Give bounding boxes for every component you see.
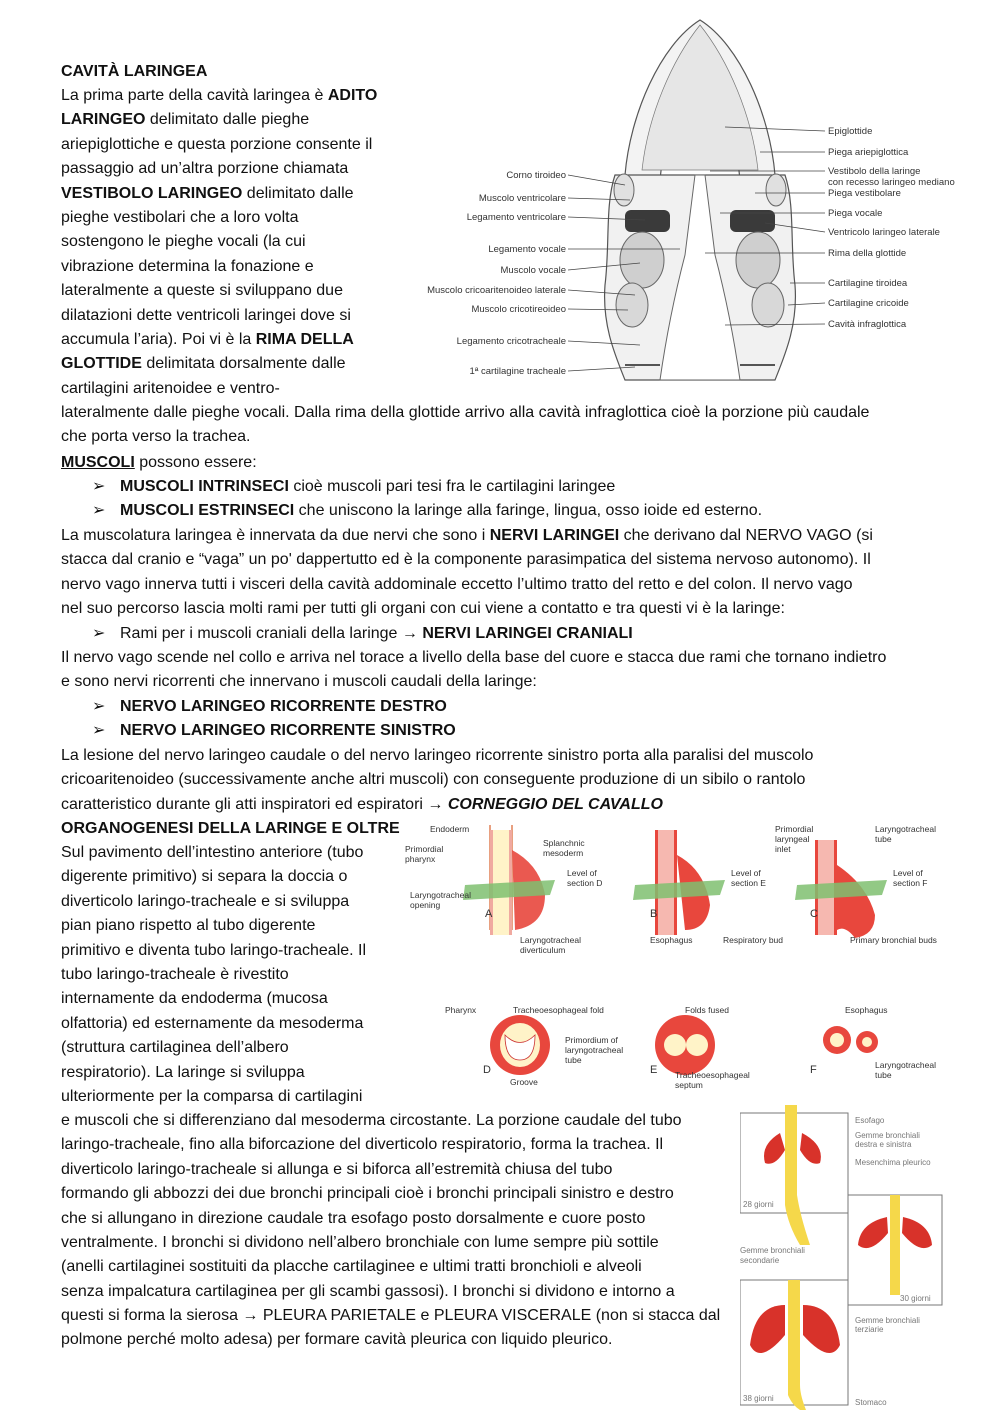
label-piega-ariepiglottica: Piega ariepiglottica — [828, 147, 909, 158]
svg-text:laryngotracheal: laryngotracheal — [565, 1045, 624, 1055]
organogenesi-line: formando gli abbozzi dei due bronchi principali cioè i bronchi principali sinistro e destro — [61, 1185, 674, 1203]
svg-text:B: B — [650, 908, 658, 920]
svg-text:Mesenchima pleurico: Mesenchima pleurico — [855, 1158, 931, 1167]
svg-text:section D: section D — [567, 878, 603, 888]
muscoli-intro: possono essere: — [134, 454, 257, 471]
svg-text:Tracheoesophageal fold: Tracheoesophageal fold — [513, 1005, 604, 1015]
svg-text:Gemme bronchiali: Gemme bronchiali — [855, 1131, 920, 1140]
label-epiglottide: Epiglottide — [828, 126, 873, 137]
svg-text:Primordial: Primordial — [775, 824, 814, 834]
organogenesi-line: senza impalcatura cartilaginea per gli scambi gassosi). I bronchi si dividono e intorno a — [61, 1282, 675, 1300]
bullet-arrow-icon: ➢ — [92, 502, 106, 520]
svg-text:28 giorni: 28 giorni — [743, 1200, 774, 1209]
organogenesi-line: olfattoria) ed esternamente da mesoderma — [61, 1014, 364, 1032]
intro-line: passaggio ad un’altra porzione chiamata — [61, 160, 349, 178]
organogenesi-line: pian piano rispetto al tubo digerente — [61, 917, 316, 935]
lesione-line: cricoaritenoideo (successivamente anche altri muscoli) con conseguente produzione di un sibilo o rantolo — [61, 771, 806, 789]
svg-text:Folds fused: Folds fused — [685, 1005, 729, 1015]
svg-text:Gemme bronchiali: Gemme bronchiali — [855, 1316, 920, 1325]
intro-line: cartilagini aritenoidee e ventro- — [61, 379, 280, 397]
intro-line: lateralmente a queste si sviluppano due — [61, 282, 343, 300]
label-recesso: con recesso laringeo mediano — [828, 177, 955, 188]
stage-d — [445, 1005, 623, 1087]
svg-text:Tracheoesophageal: Tracheoesophageal — [675, 1070, 750, 1080]
svg-text:Laryngotracheal: Laryngotracheal — [410, 890, 471, 900]
nervi-line: nervo vago innerva tutti i visceri della cavità addominale eccetto l’ultimo tratto del retto e del colon. Il nervo vago — [61, 575, 853, 593]
continuation-line: che porta verso la trachea. — [61, 428, 251, 446]
label-cartilagine-cricoide: Cartilagine cricoide — [828, 298, 909, 309]
vago-line: e sono nervi ricorrenti che innervano i muscoli caudali della laringe: — [61, 673, 537, 691]
stage-b — [633, 830, 783, 945]
laryngotracheal-development-figure — [405, 810, 965, 1090]
last-line: polmone perché molto adesa) per formare cavità pleurica con liquido pleurico. — [61, 1331, 613, 1348]
svg-text:Primordium of: Primordium of — [565, 1035, 618, 1045]
label-legamento-vocale: Legamento vocale — [488, 244, 566, 255]
organogenesi-line: ulteriormente per la comparsa di cartilagini — [61, 1088, 363, 1105]
svg-text:opening: opening — [410, 900, 441, 910]
intro-line: accumula l’aria). Poi vi è la RIMA DELLA — [61, 331, 354, 348]
svg-text:destra e sinistra: destra e sinistra — [855, 1140, 912, 1149]
larynx-section-figure — [410, 5, 970, 390]
svg-text:section F: section F — [893, 878, 928, 888]
svg-text:38 giorni: 38 giorni — [743, 1394, 774, 1403]
label-piega-vestibolare: Piega vestibolare — [828, 188, 901, 199]
svg-text:Level of: Level of — [893, 868, 923, 878]
svg-text:Splanchnic: Splanchnic — [543, 838, 585, 848]
intro-line: ariepiglottiche e questa porzione consente il — [61, 135, 373, 153]
vago-line: Il nervo vago scende nel collo e arriva nel torace a livello della base del cuore e stacca due rami che tornano indietro — [61, 649, 887, 666]
intro-line: LARINGEO delimitato dalle pieghe — [61, 111, 310, 129]
svg-text:inlet: inlet — [775, 844, 791, 854]
label-muscolo-ventricolare: Muscolo ventricolare — [478, 193, 566, 204]
svg-text:Laryngotracheal: Laryngotracheal — [875, 1060, 936, 1070]
bullet-arrow-icon: ➢ — [92, 698, 106, 715]
organogenesi-line: Sul pavimento dell’intestino anteriore (tubo — [61, 844, 364, 861]
intro-line: vibrazione determina la fonazione e — [61, 257, 314, 275]
pleura-line: questi si forma la sierosa → PLEURA PARIETALE e PLEURA VISCERALE (non si stacca dal — [61, 1307, 721, 1324]
svg-text:tube: tube — [875, 834, 892, 844]
label-prima-cartilagine: 1ª cartilagine tracheale — [469, 366, 566, 377]
svg-text:Groove: Groove — [510, 1077, 538, 1087]
svg-text:Esofago: Esofago — [855, 1116, 885, 1125]
label-corno-tiroideo: Corno tiroideo — [506, 170, 566, 181]
label-rima-glottide: Rima della glottide — [828, 248, 907, 259]
bronchial-buds-figure — [740, 1105, 990, 1415]
svg-text:tube: tube — [875, 1070, 892, 1080]
stage-e — [650, 1005, 750, 1090]
svg-text:Stomaco: Stomaco — [855, 1398, 887, 1407]
svg-text:Esophagus: Esophagus — [650, 935, 693, 945]
bullet-item: ➢ NERVO LARINGEO RICORRENTE DESTRO — [92, 695, 447, 719]
bullet-arrow-icon: ➢ — [92, 625, 106, 642]
nervi-line: La muscolatura laringea è innervata da due nervi che sono i NERVI LARINGEI che derivano dal NERVO VAGO (si — [61, 527, 873, 544]
intro-line: La prima parte della cavità laringea è ADITO — [61, 87, 378, 104]
svg-text:Esophagus: Esophagus — [845, 1005, 888, 1015]
label-cavita-infraglottica: Cavità infraglottica — [828, 319, 907, 330]
svg-text:Laryngotracheal: Laryngotracheal — [875, 824, 936, 834]
organogenesi-line: tubo laringo-tracheale è rivestito — [61, 966, 289, 983]
intro-line: GLOTTIDE delimitata dorsalmente dalle — [61, 355, 346, 373]
organogenesi-line: (anelli cartilaginei sostituiti da placche cartilaginee e ultimi tratti bronchioli e alveoli — [61, 1258, 642, 1276]
stage-a — [405, 824, 602, 955]
organogenesi-line: digerente primitivo) si separa la doccia o — [61, 868, 348, 886]
svg-text:A: A — [485, 908, 493, 920]
bullet-item: ➢ MUSCOLI INTRINSECI cioè muscoli pari tesi fra le cartilagini laringee — [92, 475, 615, 499]
muscoli-heading: MUSCOLI — [61, 454, 135, 471]
organogenesi-line: e muscoli che si differenziano dal mesoderma circostante. La porzione caudale del tubo — [61, 1112, 682, 1129]
svg-text:Primary bronchial buds: Primary bronchial buds — [850, 935, 937, 945]
intro-line: pieghe vestibolari che a loro volta — [61, 209, 299, 226]
label-legamento-ventricolare: Legamento ventricolare — [466, 212, 566, 223]
svg-text:septum: septum — [675, 1080, 703, 1090]
lesione-line: La lesione del nervo laringeo caudale o del nervo laringeo ricorrente sinistro porta alla paralisi del muscolo — [61, 747, 814, 764]
organogenesi-line: respiratorio). La laringe si sviluppa — [61, 1063, 305, 1081]
svg-text:Laryngotracheal: Laryngotracheal — [520, 935, 581, 945]
bullet-item: ➢ MUSCOLI ESTRINSECI che uniscono la laringe alla faringe, lingua, osso ioide ed esterno. — [92, 499, 762, 523]
svg-text:E: E — [650, 1064, 658, 1076]
bullet-item: ➢ NERVO LARINGEO RICORRENTE SINISTRO — [92, 719, 456, 743]
svg-text:laryngeal: laryngeal — [775, 834, 810, 844]
label-cartilagine-tiroidea: Cartilagine tiroidea — [828, 278, 908, 289]
svg-text:F: F — [810, 1064, 817, 1076]
svg-text:mesoderm: mesoderm — [543, 848, 584, 858]
corneggio-line: caratteristico durante gli atti inspiratori ed espiratori → CORNEGGIO DEL CAVALLO — [61, 796, 663, 813]
intro-line: sostengono le pieghe vocali (la cui — [61, 233, 306, 251]
stage-f — [810, 1005, 936, 1080]
svg-text:section E: section E — [731, 878, 766, 888]
muscoli-line — [61, 451, 257, 475]
intro-line: VESTIBOLO LARINGEO delimitato dalle — [61, 184, 354, 202]
svg-text:Level of: Level of — [731, 868, 761, 878]
svg-text:diverticulum: diverticulum — [520, 945, 566, 955]
svg-text:30 giorni: 30 giorni — [900, 1294, 931, 1303]
svg-text:secondarie: secondarie — [740, 1256, 780, 1265]
label-cricoaritenoideo: Muscolo cricoaritenoideo laterale — [427, 285, 566, 296]
continuation-line: lateralmente dalle pieghe vocali. Dalla rima della glottide arrivo alla cavità infraglottica cioè la porzione più caudale — [61, 404, 870, 421]
label-cricotireoideo: Muscolo cricotireoideo — [471, 304, 566, 315]
svg-text:Pharynx: Pharynx — [445, 1005, 477, 1015]
section-heading-organogenesi: ORGANOGENESI DELLA LARINGE E OLTRE — [61, 820, 400, 837]
nervi-line: nel suo percorso lascia molti rami per tutti gli organi con cui viene a contatto e tra questi vi è la laringe: — [61, 600, 785, 618]
label-ventricolo: Ventricolo laringeo laterale — [828, 227, 940, 238]
intro-line: dilatazioni dette ventricoli laringei dove si — [61, 306, 351, 324]
nervi-line: stacca dal cranio e “vaga” un po' dappertutto ed è la componente parasimpatica del sistema nervoso autonomo). Il — [61, 551, 871, 569]
bullet-arrow-icon: ➢ — [92, 478, 106, 495]
organogenesi-line: primitivo e diventa tubo laringo-tracheale. Il — [61, 941, 367, 959]
organogenesi-line: internamente da endoderma (mucosa — [61, 990, 328, 1008]
svg-text:Gemme bronchiali: Gemme bronchiali — [740, 1246, 805, 1255]
organogenesi-line: ventralmente. I bronchi si dividono nell’albero bronchiale con lume sempre più sottile — [61, 1234, 659, 1251]
svg-text:Endoderm: Endoderm — [430, 824, 470, 834]
svg-text:pharynx: pharynx — [405, 854, 436, 864]
organogenesi-line: (struttura cartilaginea dell’albero — [61, 1039, 289, 1057]
organogenesi-line: diverticolo laringo-tracheale e si sviluppa — [61, 892, 350, 910]
svg-text:tube: tube — [565, 1055, 582, 1065]
bullet-arrow-icon: ➢ — [92, 722, 106, 740]
svg-text:C: C — [810, 908, 818, 920]
svg-text:terziarie: terziarie — [855, 1325, 884, 1334]
label-vestibolo: Vestibolo della laringe — [828, 166, 921, 177]
label-cricotracheale: Legamento cricotracheale — [456, 336, 566, 347]
organogenesi-line: diverticolo laringo-tracheale si allunga e si biforca all’estremità chiusa del tubo — [61, 1160, 613, 1178]
svg-text:Level of: Level of — [567, 868, 597, 878]
label-piega-vocale: Piega vocale — [828, 208, 883, 219]
svg-text:Primordial: Primordial — [405, 844, 444, 854]
left-labels — [427, 170, 566, 377]
organogenesi-line: laringo-tracheale, fino alla biforcazione del diverticolo respiratorio, forma la trachea. Il — [61, 1136, 664, 1154]
organogenesi-line: che si allungano in direzione caudale tra esofago posto dorsalmente e cuore posto — [61, 1209, 646, 1227]
right-labels — [828, 126, 955, 330]
svg-text:Respiratory bud: Respiratory bud — [723, 935, 784, 945]
stage-c — [775, 824, 937, 945]
svg-text:D: D — [483, 1064, 491, 1076]
section-heading-cavita: CAVITÀ LARINGEA — [61, 63, 208, 80]
bullet-rami-craniali: ➢ Rami per i muscoli craniali della laringe → NERVI LARINGEI CRANIALI — [92, 622, 633, 646]
label-muscolo-vocale: Muscolo vocale — [500, 265, 566, 276]
